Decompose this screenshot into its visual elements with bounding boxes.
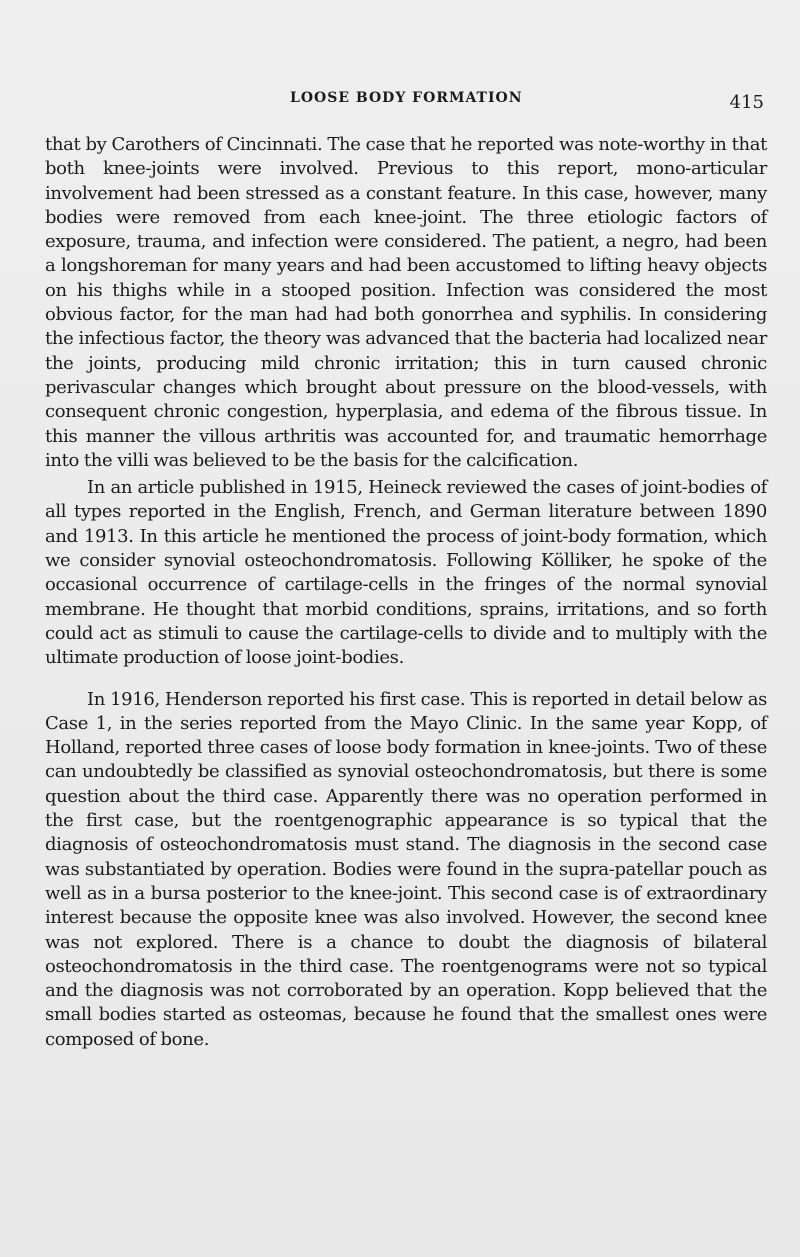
running-header xyxy=(0,88,800,112)
paragraph-carothers: that by Carothers of Cincinnati. The case that he reported was note-worthy in that both knee-joints were involved. Previous to this report, mono-articular involvement had been stressed as a constant feature. In this case, however, many bodies were removed from each knee-joint. The three etiologic factors of exposure, trauma, and infection were considered. The patient, a negro, had been a longshoreman for many years and had been accustomed to lifting heavy objects on his thighs while in a stooped position. Infection was considered the most obvious factor, for the man had had both gonorrhea and syphilis. In considering the infectious factor, the theory was advanced that the bacteria had localized near the joints, producing mild chronic irritation; this in turn caused chronic perivascular changes which brought about pressure on the blood-vessels, with consequent chronic congestion, hyperplasia, and edema of the fibrous tissue. In this manner the villous arthritis was accounted for, and traumatic hemorrhage into the villi was believed to be the basis for the calcification. xyxy=(45,134,767,471)
running-title: LOOSE BODY FORMATION xyxy=(290,90,523,106)
body-text xyxy=(45,133,767,1052)
paragraph-heineck: In an article published in 1915, Heineck reviewed the cases of joint-bodies of all types reported in the English, French, and German literature between 1890 and 1913. In this article he mentioned the process of joint-body formation, which we consider synovial osteochondromatosis. Following Kölliker, he spoke of the occasional occurrence of cartilage-cells in the fringes of the normal synovial membrane. He thought that morbid conditions, sprains, irritations, and so forth could act as stimuli to cause the cartilage-cells to divide and to multiply with the ultimate production of loose joint-bodies. xyxy=(45,477,767,669)
page-number: 415 xyxy=(729,92,764,113)
paragraph-henderson-kopp: In 1916, Henderson reported his first case. This is reported in detail below as Case 1, in the series reported from the Mayo Clinic. In the same year Kopp, of Holland, reported three cases of loose body formation in knee-joints. Two of these can undoubtedly be classified as synovial osteochondromatosis, but there is some question about the third case. Apparently there was no operation performed in the first case, but the roentgenographic appearance is so typical that the diagnosis of osteochondromatosis must stand. The diagnosis in the second case was substantiated by operation. Bodies were found in the supra-patellar pouch as well as in a bursa posterior to the knee-joint. This second case is of extraordinary interest because the opposite knee was also involved. However, the second knee was not explored. There is a chance to doubt the diagnosis of bilateral osteochondromatosis in the third case. The roentgenograms were not so typical and the diagnosis was not corroborated by an operation. Kopp believed that the small bodies started as osteomas, because he found that the smallest ones were composed of bone. xyxy=(45,688,767,1050)
